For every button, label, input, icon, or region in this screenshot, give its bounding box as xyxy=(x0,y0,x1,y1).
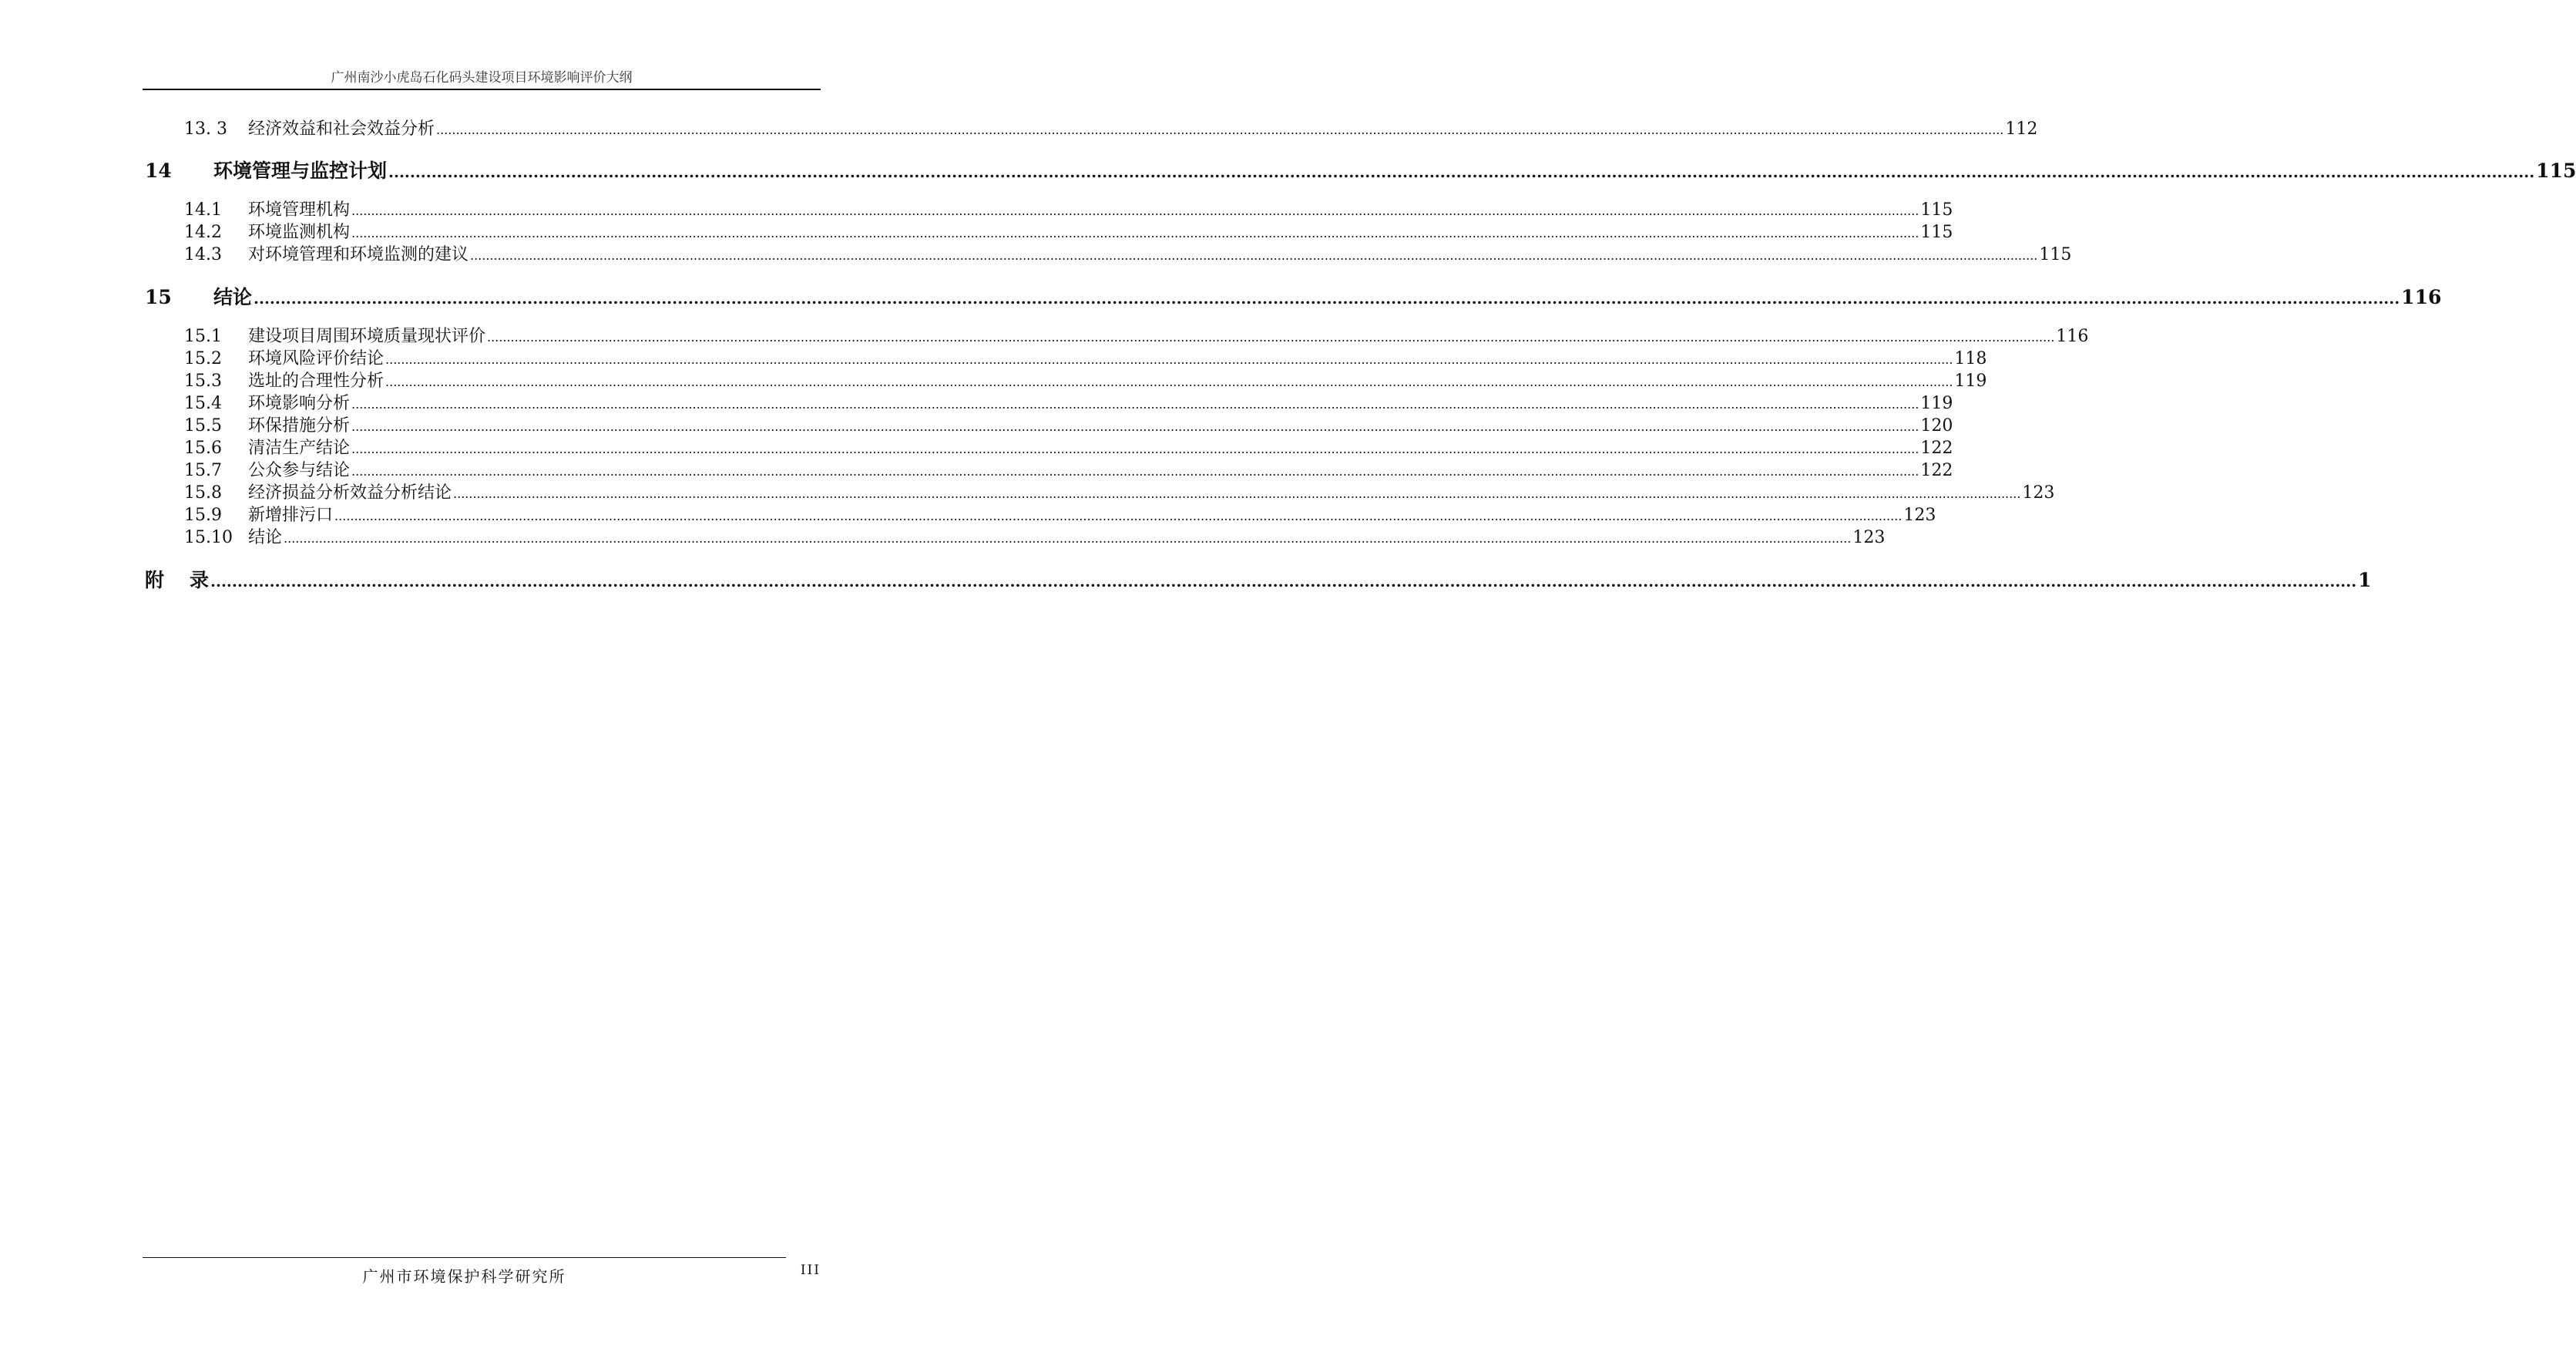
toc-number: 附 xyxy=(145,569,165,591)
toc-page: 112 xyxy=(2005,119,2038,139)
toc-title: 新增排污口 xyxy=(248,506,334,525)
toc-number: 15.2 xyxy=(184,349,222,368)
toc-entry[interactable] xyxy=(184,323,2089,347)
toc-number: 15.1 xyxy=(184,327,222,346)
toc-entry[interactable] xyxy=(184,479,2055,503)
toc-title: 环境监测机构 xyxy=(248,223,351,242)
toc-number: 15.5 xyxy=(184,416,222,436)
toc-leader: ................................................................................................................................................................................................................................................................................................................................................................................................................ xyxy=(385,375,1953,389)
toc-leader: ................................................................................................................................................................................................................................................................................................................................................................................................................ xyxy=(385,352,1953,367)
footer-page-number: III xyxy=(800,1263,821,1278)
toc-entry[interactable] xyxy=(184,241,2072,265)
toc-number: 15.4 xyxy=(184,394,222,413)
toc-entry[interactable] xyxy=(184,219,1953,243)
toc-title: 结论 xyxy=(213,286,253,308)
toc-entry[interactable] xyxy=(145,565,2372,593)
toc-leader: ................................................................................................................................................................................................................................................................................................................................................................................................................ xyxy=(254,289,2400,308)
toc-entry[interactable] xyxy=(184,502,1936,526)
toc-number: 15.3 xyxy=(184,372,222,391)
toc-page: 119 xyxy=(1920,394,1953,413)
toc-number: 15.8 xyxy=(184,483,222,503)
toc-leader: ................................................................................................................................................................................................................................................................................................................................................................................................................ xyxy=(351,419,1919,434)
toc-leader: ................................................................................................................................................................................................................................................................................................................................................................................................................ xyxy=(487,330,2055,345)
toc-leader: ................................................................................................................................................................................................................................................................................................................................................................................................................ xyxy=(284,531,1852,546)
toc-number: 15.9 xyxy=(184,506,222,525)
toc-number: 15.6 xyxy=(184,439,222,458)
toc-entry[interactable] xyxy=(145,156,2576,183)
toc-title: 对环境管理和环境监测的建议 xyxy=(248,245,469,264)
toc-title: 环境风险评价结论 xyxy=(248,349,385,368)
toc-leader: ................................................................................................................................................................................................................................................................................................................................................................................................................ xyxy=(351,442,1919,456)
toc-number: 15.10 xyxy=(184,528,233,547)
toc-title: 建设项目周围环境质量现状评价 xyxy=(248,327,486,346)
toc-entry[interactable] xyxy=(184,412,1953,436)
toc-page: 123 xyxy=(1852,528,1886,547)
toc-page: 1 xyxy=(2358,569,2372,591)
toc-entry[interactable] xyxy=(184,116,2038,140)
toc-title: 环境影响分析 xyxy=(248,394,351,413)
toc-entry[interactable] xyxy=(145,282,2442,310)
toc-title: 结论 xyxy=(248,528,283,547)
toc-leader: ................................................................................................................................................................................................................................................................................................................................................................................................................ xyxy=(436,123,2004,137)
toc-number: 14.2 xyxy=(184,223,222,242)
toc-leader: ................................................................................................................................................................................................................................................................................................................................................................................................................ xyxy=(351,226,1919,240)
toc-number: 15.7 xyxy=(184,461,222,480)
toc-leader: ................................................................................................................................................................................................................................................................................................................................................................................................................ xyxy=(388,163,2535,181)
toc-title: 经济效益和社会效益分析 xyxy=(248,119,435,139)
toc-page: 118 xyxy=(1954,349,1987,368)
toc-page: 120 xyxy=(1920,416,1953,436)
toc-title: 公众参与结论 xyxy=(248,461,351,480)
toc-title: 环境管理与监控计划 xyxy=(213,160,388,182)
toc-page: 122 xyxy=(1920,461,1953,480)
toc-number: 14.1 xyxy=(184,200,222,220)
toc-page: 115 xyxy=(1920,200,1953,220)
toc-leader: ................................................................................................................................................................................................................................................................................................................................................................................................................ xyxy=(351,397,1919,412)
footer-rule xyxy=(143,1257,786,1258)
toc-page: 123 xyxy=(2022,483,2055,503)
toc-title: 环境管理机构 xyxy=(248,200,351,220)
toc-leader: ................................................................................................................................................................................................................................................................................................................................................................................................................ xyxy=(351,203,1919,218)
toc-number: 13. 3 xyxy=(184,119,227,139)
toc-title: 环保措施分析 xyxy=(248,416,351,436)
toc-entry[interactable] xyxy=(184,368,1987,392)
toc-entry[interactable] xyxy=(184,345,1987,369)
toc-leader: ................................................................................................................................................................................................................................................................................................................................................................................................................ xyxy=(210,572,2357,590)
toc-leader: ................................................................................................................................................................................................................................................................................................................................................................................................................ xyxy=(453,486,2021,501)
toc-page: 115 xyxy=(2039,245,2072,264)
toc-page: 115 xyxy=(2536,160,2576,182)
toc-leader: ................................................................................................................................................................................................................................................................................................................................................................................................................ xyxy=(351,464,1919,479)
running-header: 广州南沙小虎岛石化码头建设项目环境影响评价大纲 xyxy=(331,70,633,86)
toc-page: 116 xyxy=(2056,327,2089,346)
toc-leader: ................................................................................................................................................................................................................................................................................................................................................................................................................ xyxy=(334,509,1903,523)
toc-entry[interactable] xyxy=(184,197,1953,220)
toc-leader: ................................................................................................................................................................................................................................................................................................................................................................................................................ xyxy=(470,248,2038,263)
toc-number: 15 xyxy=(145,286,172,308)
toc-title: 选址的合理性分析 xyxy=(248,372,385,391)
toc-page: 116 xyxy=(2401,286,2442,308)
toc-title: 录 xyxy=(190,569,210,591)
toc-title: 清洁生产结论 xyxy=(248,439,351,458)
footer-organization: 广州市环境保护科学研究所 xyxy=(362,1267,566,1286)
toc-page: 123 xyxy=(1903,506,1936,525)
toc-entry[interactable] xyxy=(184,457,1953,481)
toc-title: 经济损益分析效益分析结论 xyxy=(248,483,452,503)
toc-page: 115 xyxy=(1920,223,1953,242)
toc-page: 119 xyxy=(1954,372,1987,391)
toc-number: 14.3 xyxy=(184,245,222,264)
toc-number: 14 xyxy=(145,160,172,182)
toc-page: 122 xyxy=(1920,439,1953,458)
toc-entry[interactable] xyxy=(184,435,1953,459)
toc-entry[interactable] xyxy=(184,524,1886,548)
toc-entry[interactable] xyxy=(184,390,1953,414)
